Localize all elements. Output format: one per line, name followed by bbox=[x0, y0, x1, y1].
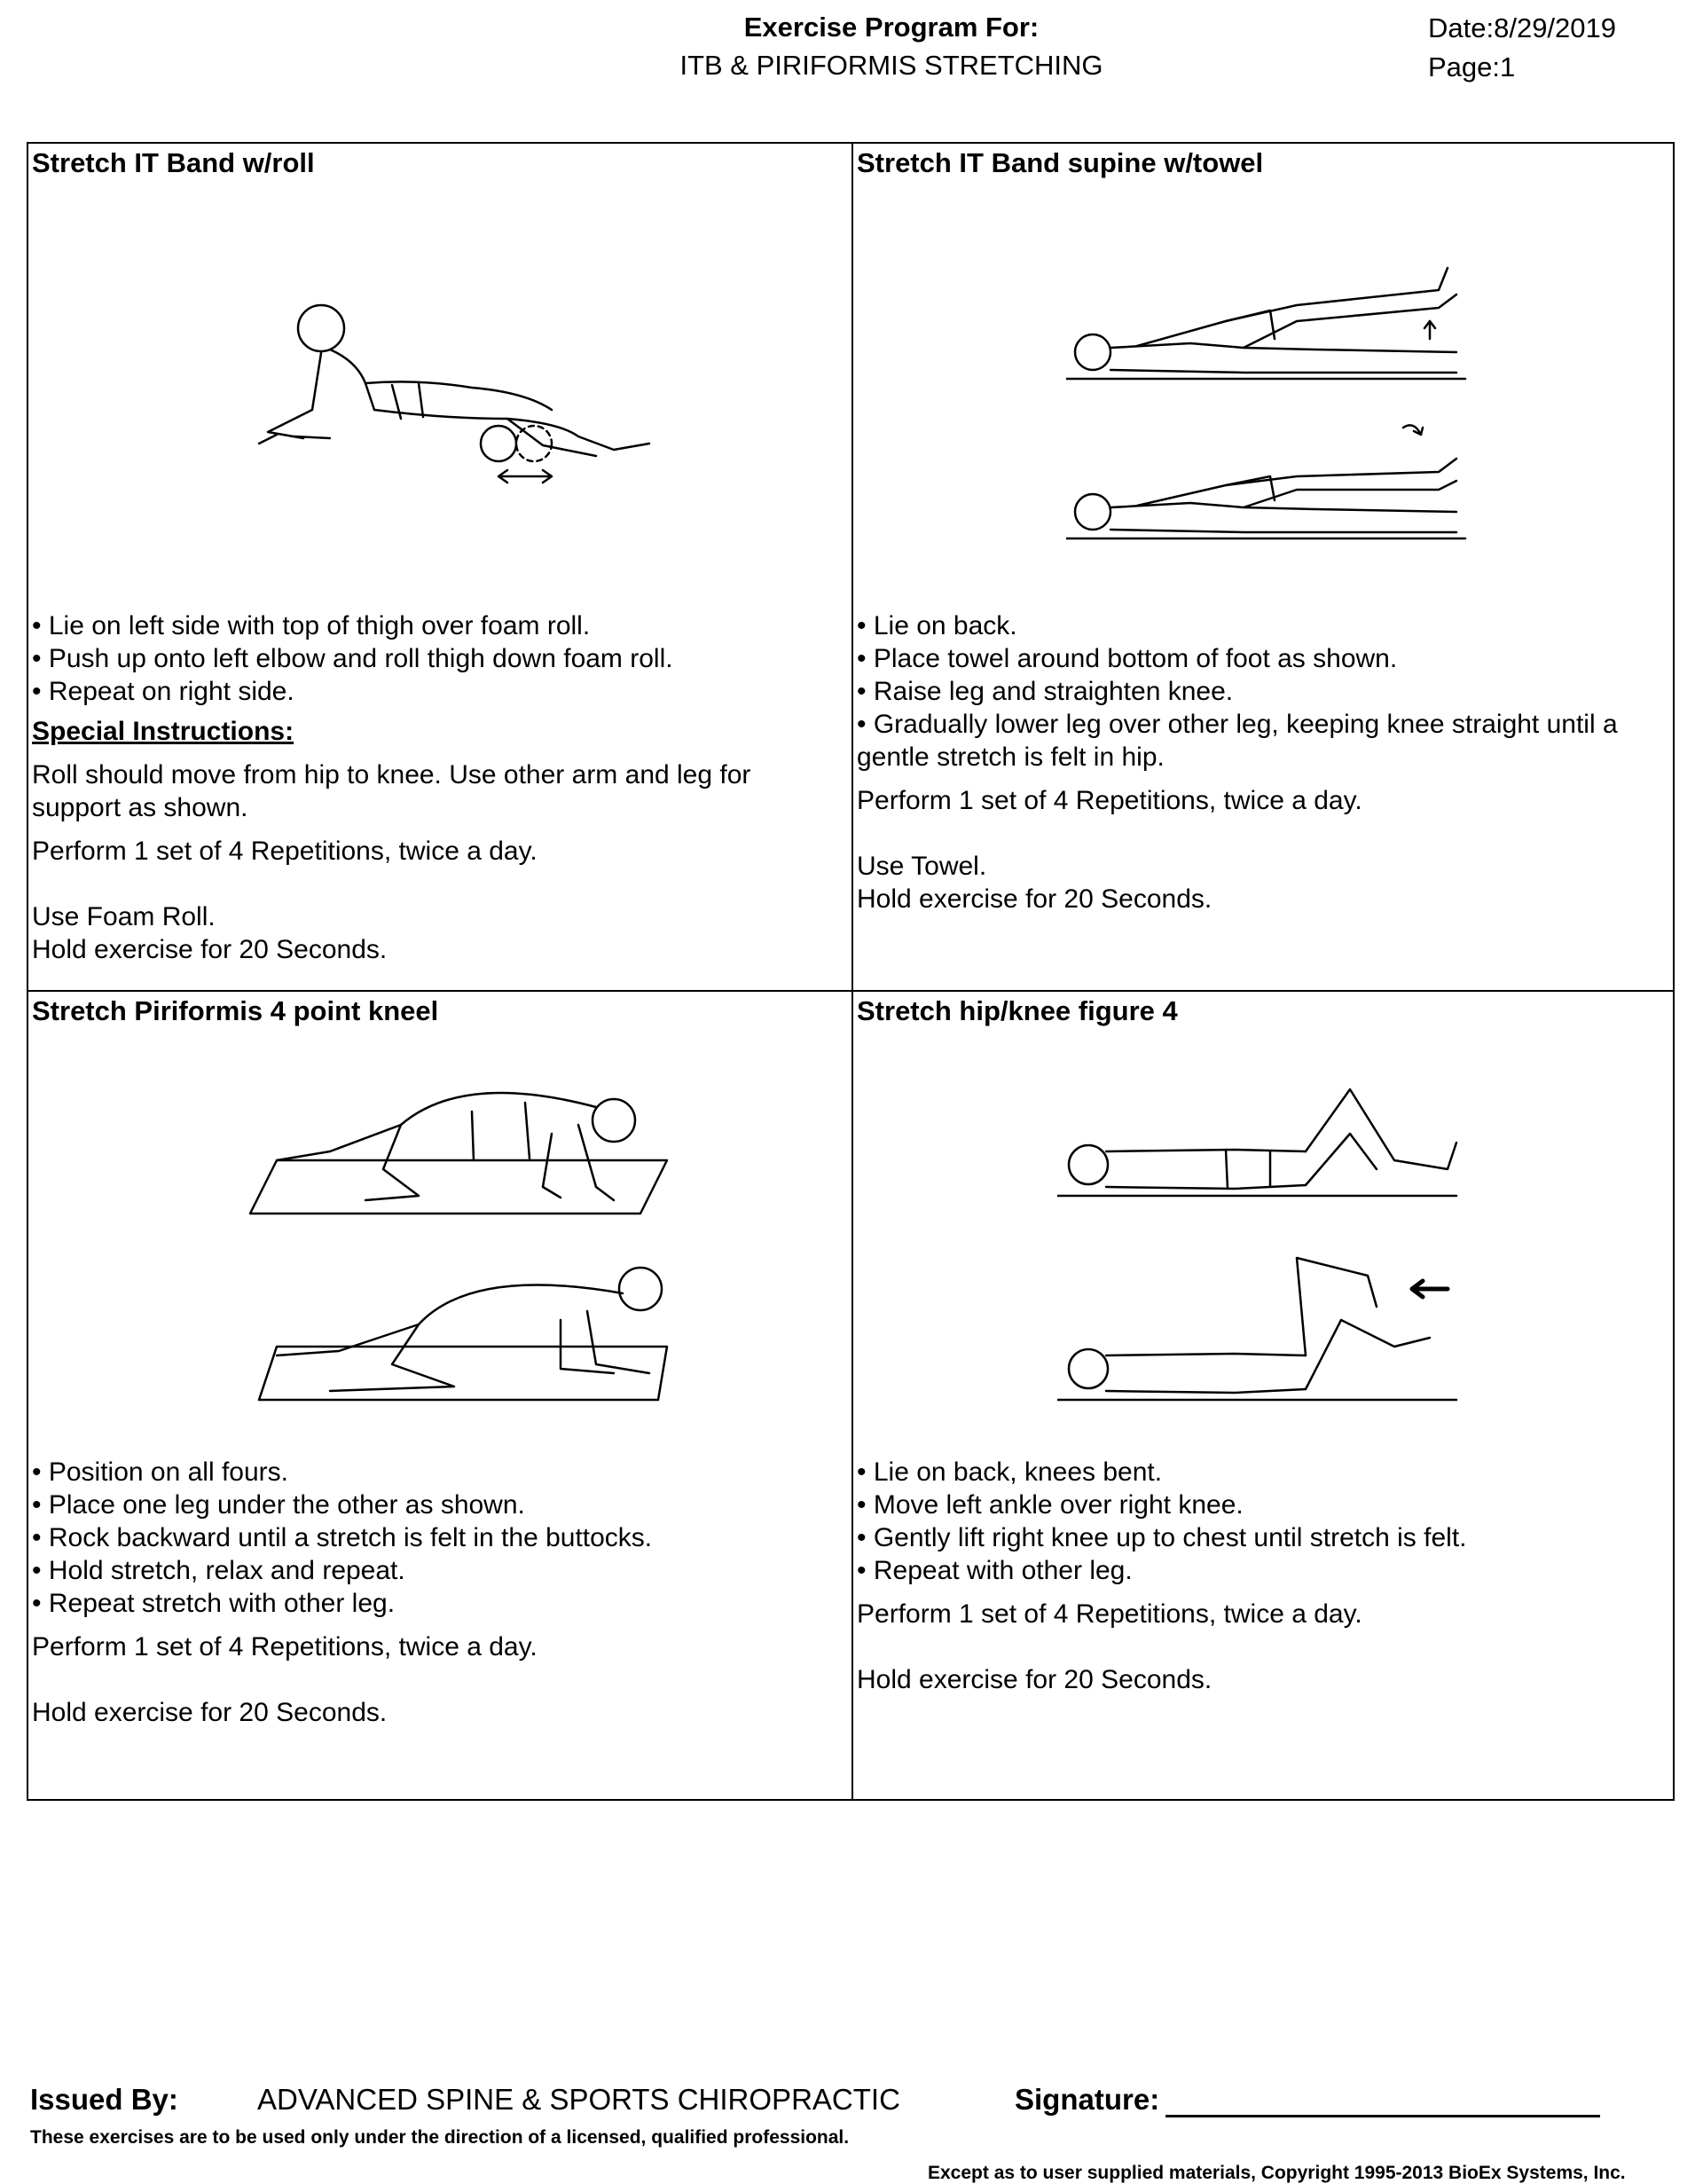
step-list bbox=[857, 1456, 1668, 1587]
exercise-card-1 bbox=[28, 144, 852, 990]
signature-label: Signature: bbox=[1015, 2083, 1160, 2116]
equipment-text: Use Towel. bbox=[857, 852, 987, 881]
exercise-instructions bbox=[857, 1456, 1668, 1696]
program-name: ITB & PIRIFORMIS STRETCHING bbox=[679, 50, 1103, 81]
hold-text: Hold exercise for 20 Seconds. bbox=[857, 1665, 1213, 1694]
step-item: • Repeat with other leg. bbox=[857, 1554, 1668, 1587]
step-list bbox=[32, 1456, 844, 1620]
step-list bbox=[32, 609, 844, 708]
signature-line[interactable] bbox=[1165, 2115, 1600, 2117]
exercise-instructions bbox=[32, 609, 844, 966]
program-label: Exercise Program For: bbox=[743, 12, 1040, 43]
step-item: • Place one leg under the other as shown. bbox=[32, 1489, 844, 1521]
issued-by-label: Issued By: bbox=[30, 2083, 178, 2116]
step-item: • Repeat stretch with other leg. bbox=[32, 1587, 844, 1620]
step-item: • Gently lift right knee up to chest until stretch is felt. bbox=[857, 1521, 1668, 1554]
special-instructions-text: Roll should move from hip to knee. Use other arm and leg for support as shown. bbox=[32, 760, 751, 822]
date-label: Date:8/29/2019 bbox=[1428, 12, 1617, 43]
copyright-text: Except as to user supplied materials, Copyright 1995-2013 BioEx Systems, Inc. bbox=[928, 2163, 1626, 2183]
hold-text: Hold exercise for 20 Seconds. bbox=[857, 884, 1213, 914]
exercise-title: Stretch IT Band w/roll bbox=[32, 147, 315, 178]
step-item: • Lie on back, knees bent. bbox=[857, 1456, 1668, 1489]
header-meta bbox=[1428, 9, 1616, 87]
exercise-grid bbox=[27, 142, 1675, 1801]
exercise-title: Stretch hip/knee figure 4 bbox=[857, 995, 1178, 1026]
reps-text: Perform 1 set of 4 Repetitions, twice a day. bbox=[857, 1599, 1362, 1629]
step-item: • Lie on back. bbox=[857, 609, 1668, 642]
step-item: • Place towel around bottom of foot as shown. bbox=[857, 642, 1668, 675]
side-lying-foam-roll-figure bbox=[241, 286, 685, 499]
step-list bbox=[857, 609, 1668, 774]
exercise-card-3 bbox=[28, 992, 852, 1801]
step-item: • Raise leg and straighten knee. bbox=[857, 675, 1668, 708]
step-item: • Repeat on right side. bbox=[32, 675, 844, 708]
step-item: • Rock backward until a stretch is felt in the buttocks. bbox=[32, 1521, 844, 1554]
exercise-title: Stretch Piriformis 4 point kneel bbox=[32, 995, 439, 1026]
hold-text: Hold exercise for 20 Seconds. bbox=[32, 935, 388, 964]
reps-text: Perform 1 set of 4 Repetitions, twice a day. bbox=[857, 786, 1362, 815]
exercise-title: Stretch IT Band supine w/towel bbox=[857, 147, 1264, 178]
four-point-kneel-figures bbox=[241, 1054, 702, 1426]
supine-towel-stretch-figures bbox=[1066, 241, 1474, 596]
reps-text: Perform 1 set of 4 Repetitions, twice a day. bbox=[32, 837, 538, 866]
step-item: • Gradually lower leg over other leg, keeping knee straight until a gentle stretch is felt in hip. bbox=[857, 708, 1668, 774]
exercise-card-4 bbox=[853, 992, 1675, 1801]
program-header bbox=[532, 9, 1251, 85]
exercise-instructions bbox=[857, 609, 1668, 915]
issued-by-value: ADVANCED SPINE & SPORTS CHIROPRACTIC bbox=[257, 2083, 900, 2116]
reps-text: Perform 1 set of 4 Repetitions, twice a day. bbox=[32, 1632, 538, 1662]
exercise-instructions bbox=[32, 1456, 844, 1729]
step-item: • Hold stretch, relax and repeat. bbox=[32, 1554, 844, 1587]
figure-4-stretch-figures bbox=[1057, 1036, 1474, 1426]
step-item: • Move left ankle over right knee. bbox=[857, 1489, 1668, 1521]
equipment-text: Use Foam Roll. bbox=[32, 902, 216, 931]
exercise-card-2 bbox=[853, 144, 1675, 990]
special-instructions-label: Special Instructions: bbox=[32, 717, 294, 746]
step-item: • Lie on left side with top of thigh over foam roll. bbox=[32, 609, 844, 642]
hold-text: Hold exercise for 20 Seconds. bbox=[32, 1698, 388, 1727]
disclaimer-text: These exercises are to be used only under the direction of a licensed, qualified professional. bbox=[30, 2127, 850, 2148]
step-item: • Push up onto left elbow and roll thigh down foam roll. bbox=[32, 642, 844, 675]
step-item: • Position on all fours. bbox=[32, 1456, 844, 1489]
page-label: Page:1 bbox=[1428, 51, 1516, 82]
